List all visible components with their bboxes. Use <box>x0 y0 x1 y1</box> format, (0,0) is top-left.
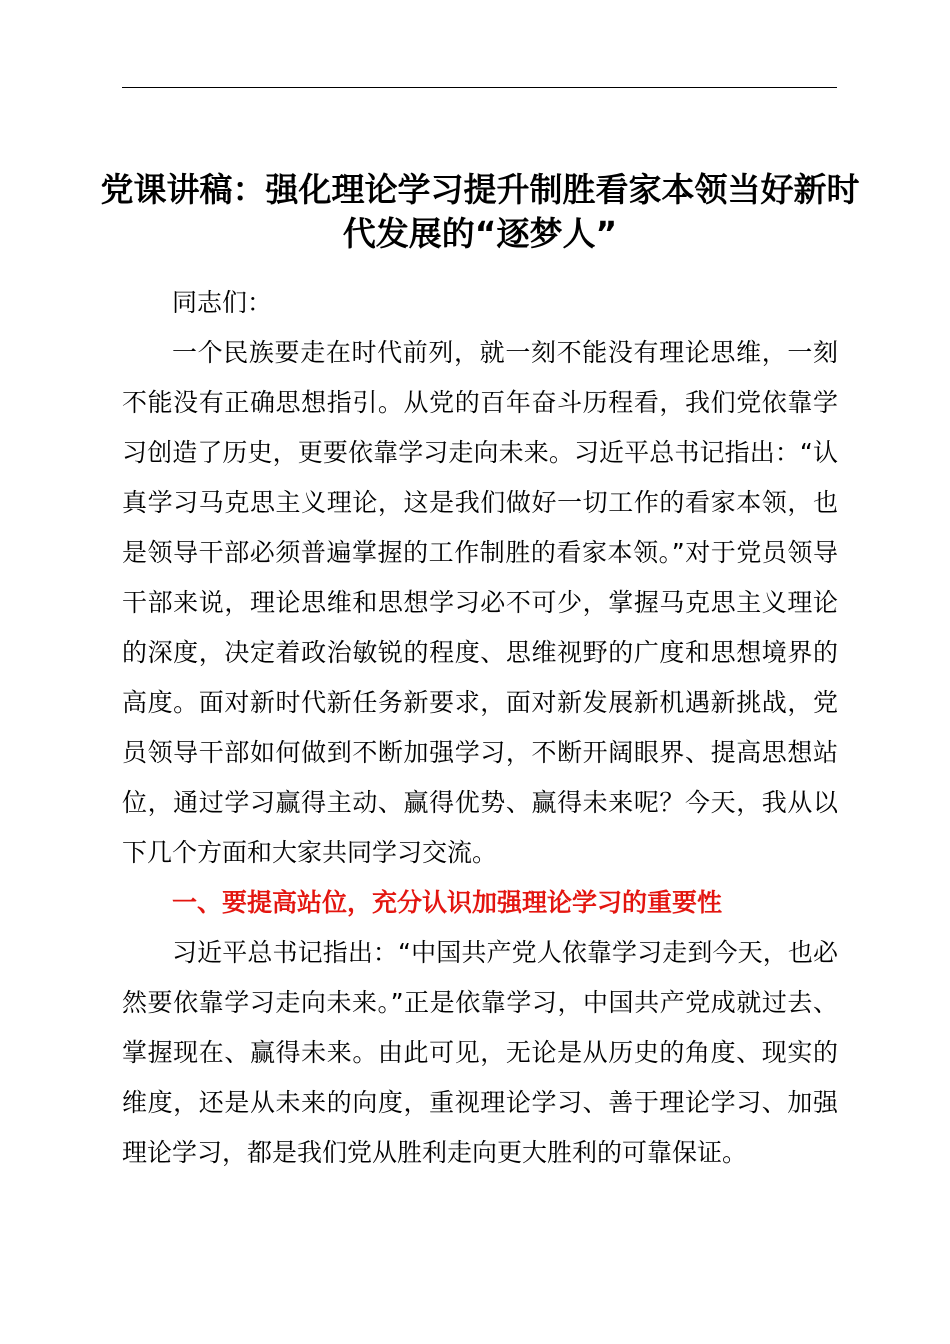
header-rule <box>122 87 837 88</box>
document-title: 党课讲稿：强化理论学习提升制胜看家本领当好新时代发展的“逐梦人” <box>100 170 860 254</box>
document-body <box>122 278 838 1178</box>
section-heading: 一、要提高站位，充分认识加强理论学习的重要性 <box>172 888 723 917</box>
paragraph-section-1: 习近平总书记指出：“中国共产党人依靠学习走到今天，也必然要依靠学习走向未来。”正是依靠学习，中国共产党成就过去、掌握现在、赢得未来。由此可见，无论是从历史的角度、现实的维度，还是从未来的向度，重视理论学习、善于理论学习、加强理论学习，都是我们党从胜利走向更大胜利的可靠保证。 <box>122 938 838 1167</box>
salutation: 同志们： <box>172 288 273 317</box>
paragraph-intro: 一个民族要走在时代前列，就一刻不能没有理论思维，一刻不能没有正确思想指引。从党的百年奋斗历程看，我们党依靠学习创造了历史，更要依靠学习走向未来。习近平总书记指出：“认真学习马克思主义理论，这是我们做好一切工作的看家本领，也是领导干部必须普遍掌握的工作制胜的看家本领。”对于党员领导干部来说，理论思维和思想学习必不可少，掌握马克思主义理论的深度，决定着政治敏锐的程度、思维视野的广度和思想境界的高度。面对新时代新任务新要求，面对新发展新机遇新挑战，党员领导干部如何做到不断加强学习，不断开阔眼界、提高思想站位，通过学习赢得主动、赢得优势、赢得未来呢？今天，我从以下几个方面和大家共同学习交流。 <box>122 338 838 867</box>
